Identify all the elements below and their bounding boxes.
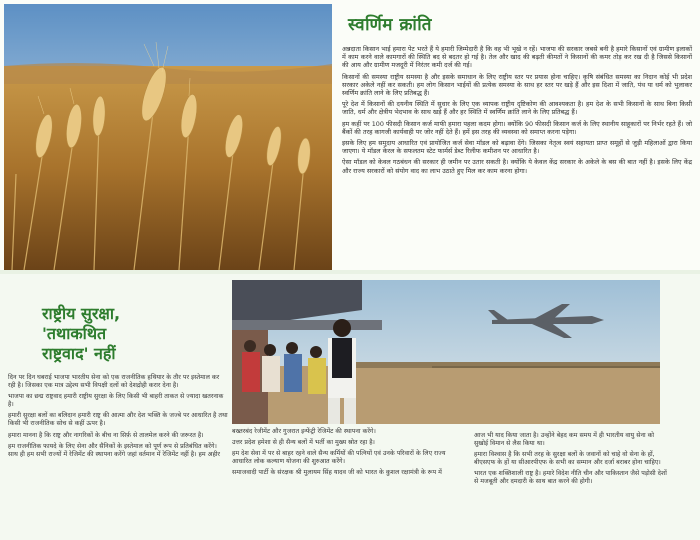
title-line: 'तथाकथित	[42, 324, 107, 343]
paragraph: हमारा मानना है कि राष्ट्र और नागरिकों के बीच ना सिर्फ़ से तालमेल करने की जरूरत है।	[8, 431, 204, 439]
paragraph: अन्नदाता किसान भाई हमारा पेट भरते हैं ये हमारी जिम्मेदारी है कि वह भी भूखे न रहें। भाजपा की सरकार जबसे बनी है हमारे किसानों एवं ग्रामीण इलाकों में काम करने वाले कामगारों की स्थिति बद से बदतर हो गई है। तेल और खाद की बढ़ती कीमतों ने किसानों की कमर तोड़ कर रख दी है जिससे किसानों की आय और ग्रामीण मजदूरी में निरंतर कमी दर्ज की गई।	[342, 45, 692, 70]
paragraph: भारत एक शक्तिशाली राष्ट्र है। हमारे विदेश नीति चीन और पाकिस्तान जैसे पड़ोसी देशों से मजबूती और दमदारी के साथ बात करने की होगी।	[474, 470, 667, 486]
paragraph: हम देश सेवा में पर से बाहर रहने वाले सैन्य कर्मियों की पत्नियों एवं उनके परिवारों के लिए राज्य आधारित लोक कल्याण योजना की शुरुआत करेंगे।	[232, 450, 446, 466]
national-security-section	[0, 274, 700, 540]
title-line: राष्ट्रवाद' नहीं	[42, 344, 116, 363]
paragraph: ऐसा मॉडल को केवल गठबंधन की सरकार ही जमीन पर उतार सकती है। क्योंकि ये केवल केंद्र सरकार के अकेले के बस की बात नहीं है। इसके लिए केंद्र और राज्य सरकारों को संयोग वाद का लाभ उठाते हुए मिल कर काम करना होगा।	[342, 158, 692, 175]
paragraph: बख्तरबंद रेजीमेंट और गुजरात इन्फेंट्री रेजिमेंट की स्थापना करेंगे।	[232, 428, 376, 435]
wheat-field-photo	[4, 4, 332, 270]
golden-revolution-title: स्वर्णिम क्रांति	[348, 15, 432, 35]
airshow-photo	[232, 280, 660, 424]
golden-revolution-text	[342, 6, 692, 178]
national-security-middle-column	[232, 428, 452, 480]
paragraph: आज भी याद किया जाता है। उन्होंने बेहद कम समय में ही भारतीय वायु सेना को सुखोई विमान से लैस किया था।	[474, 432, 655, 448]
paragraph: हम राजनीतिक फायदे के लिए सेना और सैनिकों के इस्तेमाल को पूर्ण रूप से प्रतिबंधित करेंगे। साथ ही हम सभी राज्यों में रेजिमेंट की स्थापना करेंगे जहां वर्तमान में रेजिमेंट नहीं है। हम अहीर	[8, 442, 220, 458]
paragraph: इसके लिए हम समुदाय आधारित एवं प्रायोजित कर्ज सेवा मॉडल को बढ़ावा देंगे। जिसका नेतृत्व स्वयं सहायता प्राप्त समूहों से जुड़ी महिलाओं द्वारा किया जाएगा। ये मॉडल केरल के सफलतम स्टेट फार्मर्स डेब्ट रिलीफ कमीशन पर आधारित है।	[342, 139, 692, 156]
golden-revolution-body	[342, 45, 692, 175]
paragraph: समाजवादी पार्टी के संरक्षक श्री मुलायम सिंह यादव जी को भारत के कुशल रक्षामंत्री के रूप में	[232, 469, 442, 477]
national-security-title	[42, 304, 228, 364]
national-security-left-column	[8, 282, 228, 462]
paragraph: पूरे देश में किसानों की दयनीय स्थिति में सुधार के लिए एक व्यापक राष्ट्रीय दृष्टिकोण की आवश्यकता है। हम देश के सभी किसानों के साथ बिना किसी जाति, धर्म और क्षेत्रीय भेदभाव के साथ खड़े हैं और हर स्थिति में स्वर्णिम क्रांति लाने के लिए प्रतिबद्ध हैं।	[342, 100, 692, 117]
paragraph: दिन पर दिन घबराई भाजपा भारतीय सेना को एक राजनीतिक हथियार के तौर पर इस्तेमाल कर रही है। जिसका एक मात्र उद्देश्य सभी विपक्षी दलों को देशद्रोही करार देना है।	[8, 374, 220, 390]
paragraph: हम कहीं पर 100 फीसदी किसान कर्ज माफी हमारा पहला कदम होगा। क्योंकि 90 फीसदी किसान कर्ज के लिए स्थानीय साहूकारों पर निर्भर रहते हैं। जो बैंकों की तरह कागजी कार्यवाही पर जोर नहीं देते हैं। हमें इस तरह की व्यवस्था को समाप्त करना पड़ेगा।	[342, 119, 692, 136]
paragraph: हमारी सुरक्षा बलों का बलिदान हमारी राष्ट्र की आत्मा और देश भक्ति के जज्बे पर आधारित है तथा किसी भी राजनीतिक सोच से कहीं ऊपर है।	[8, 412, 228, 428]
title-line: राष्ट्रीय सुरक्षा,	[42, 304, 121, 323]
paragraph: हमारा विश्वास है कि सभी तरह के सुरक्षा बलों के जवानों को चाहे वो सेना के हों, बीएसएफ के हों या सीआरपीएफ के सभी का सम्मान और दर्जा बराबर होना चाहिए।	[474, 451, 661, 467]
national-security-right-column	[474, 432, 670, 490]
paragraph: किसानों की समस्या राष्ट्रीय समस्या है और इसके समाधान के लिए राष्ट्रीय स्तर पर प्रयास होना चाहिए। कृषि संबंधित समस्या का निदान कोई भी प्रदेश सरकार अकेले नहीं कर सकती। हम लोग किसान भाईयों की प्रत्येक समस्या के साथ हर स्तर पर खड़े हैं और इस दिशा में जाति, पंथ या धर्म को भुलाकर स्वर्णिम क्रांति लाने के लिए प्रतिबद्ध हैं।	[342, 72, 692, 98]
paragraph: उत्तर प्रदेश हमेशा से ही सैन्य बलों में भर्ती का मुख्य स्रोत रहा है।	[232, 439, 375, 447]
paragraph: भाजपा का छद्म राष्ट्रवाद हमारी राष्ट्रीय सुरक्षा के लिए किसी भी बाहरी ताकत से ज्यादा खतरनाक है।	[8, 393, 224, 409]
